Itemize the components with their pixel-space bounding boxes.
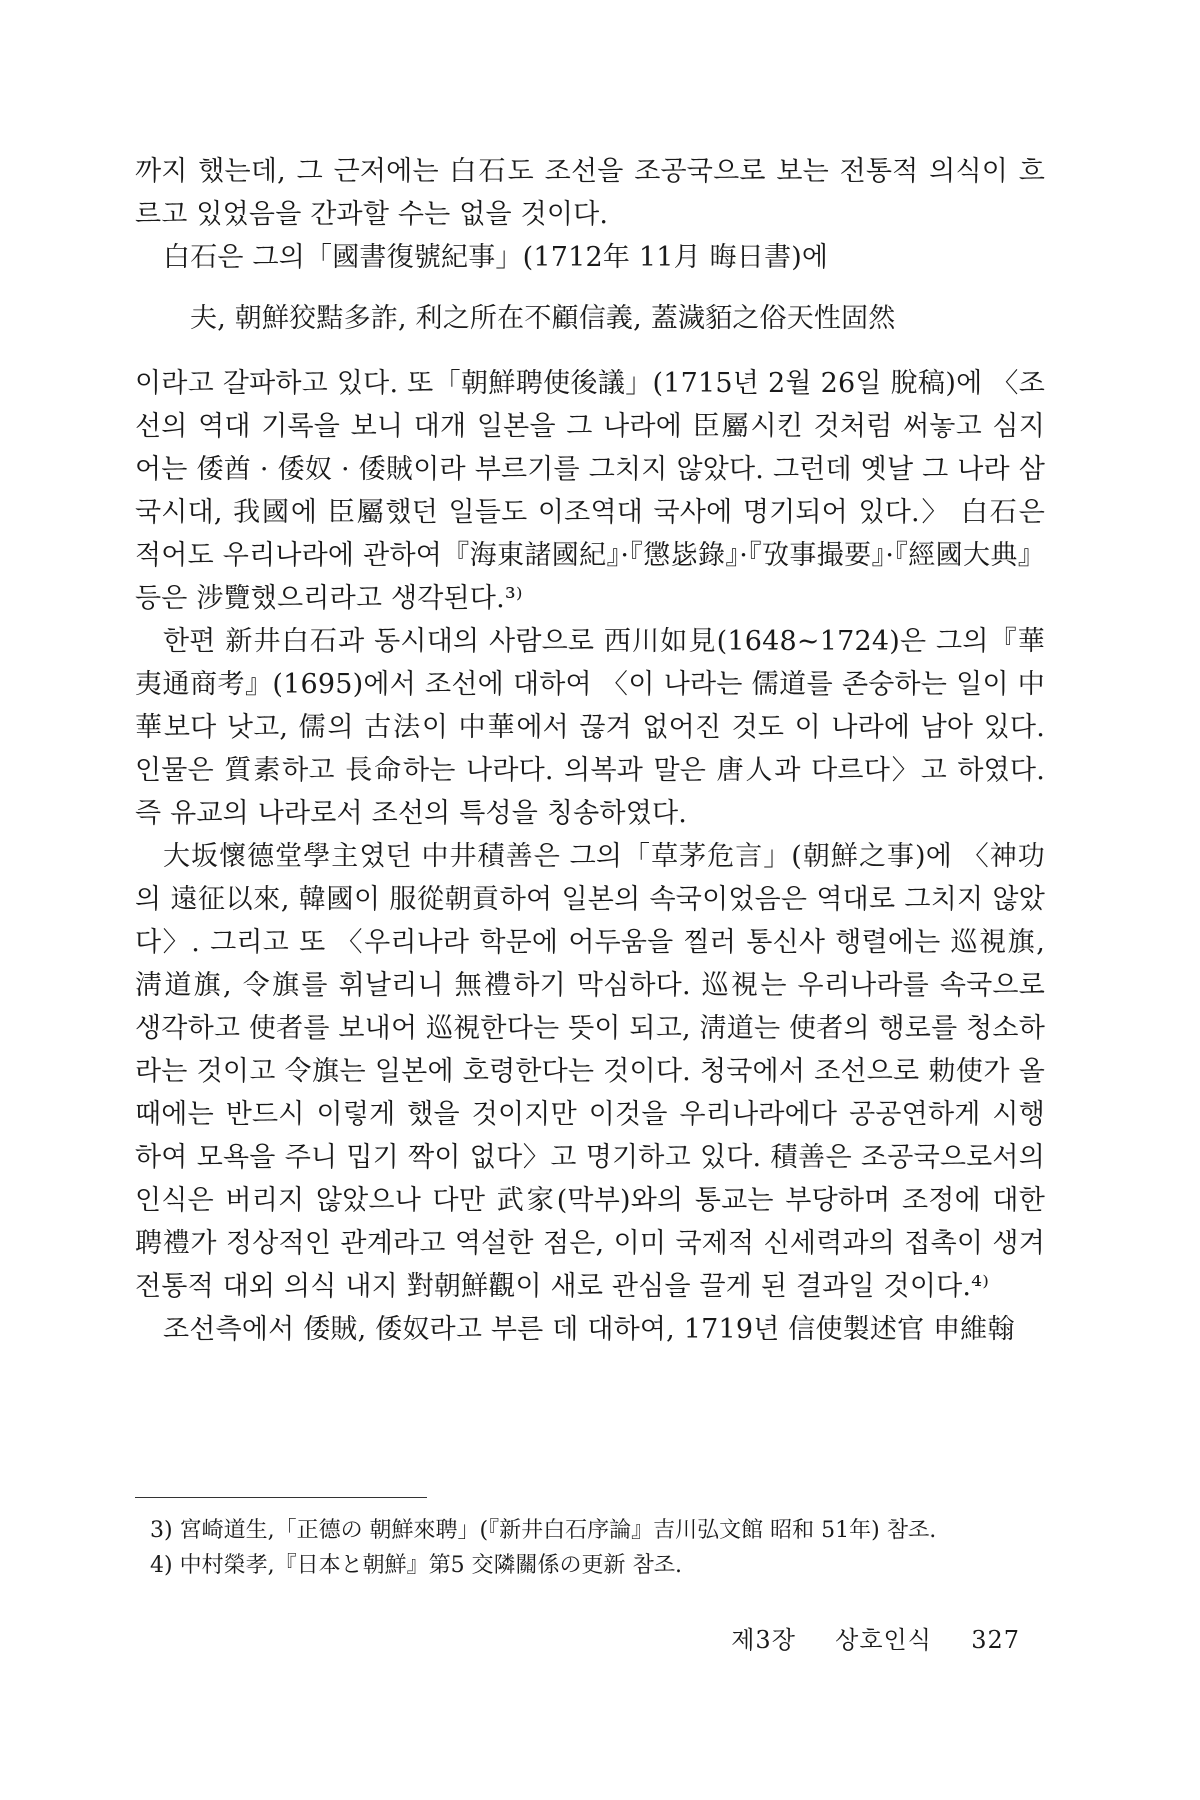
paragraph: 조선측에서 倭賊, 倭奴라고 부른 데 대하여, 1719년 信使製述官 申維翰: [163, 1314, 1015, 1345]
paragraph: 白石은 그의「國書復號紀事」(1712年 11月 晦日書)에: [163, 242, 829, 273]
page-number: 327: [971, 1626, 1020, 1654]
footnote-4: 4) 中村榮孝,『日本と朝鮮』第5 交隣關係の更新 참조.: [150, 1553, 683, 1578]
chapter-label: 제3장: [731, 1626, 796, 1654]
paragraph: 大坂懷德堂學主였던 中井積善은 그의「草茅危言」(朝鮮之事)에 〈神功의 遠征以來, 韓國이 服從朝貢하여 일본의 속국이었음은 역대로 그치지 않았다〉. 그리고 또 〈우리나라 학문에 어두움을 찔러 통신사 행렬에는 巡視旗, 淸道旗, 令旗를 휘날리니 無禮하기 막심하다. 巡視는 우리나라를 속국으로 생각하고 使者를 보내어 巡視한다는 뜻이 되고, 淸道는 使者의 행로를 청소하라는 것이고 令旗는 일본에 호령한다는 것이다. 청국에서 조선으로 勅使가 올때에는 반드시 이렇게 했을 것이지만 이것을 우리나라에다 공공연하게 시행하여 모욕을 주니 밉기 짝이 없다〉고 명기하고 있다. 積善은 조공국으로서의 인식은 버리지 않았으나 다만 武家(막부)와의 통교는 부당하며 조정에 대한 聘禮가 정상적인 관계라고 역설한 점은, 이미 국제적 신세력과의 접촉이 생겨 전통적 대외 의식 내지 對朝鮮觀이 새로 관심을 끌게 된 결과일 것이다.⁴⁾: [135, 841, 1045, 1302]
block-quote: 夫, 朝鮮狡黠多詐, 利之所在不顧信義, 蓋濊貊之俗天性固然: [190, 303, 896, 334]
page-footer: [730, 1620, 1020, 1655]
footnote-3: 3) 宮崎道生,「正德の 朝鮮來聘」(『新井白石序論』吉川弘文館 昭和 51年) 참조.: [150, 1518, 937, 1543]
paragraph: 이라고 갈파하고 있다. 또「朝鮮聘使後議」(1715년 2월 26일 脫稿)에 〈조선의 역대 기록을 보니 대개 일본을 그 나라에 臣屬시킨 것처럼 써놓고 심지어는 倭酋 · 倭奴 · 倭賊이라 부르기를 그치지 않았다. 그런데 옛날 그 나라 삼국시대, 我國에 臣屬했던 일들도 이조역대 국사에 명기되어 있다.〉 白石은 적어도 우리나라에 관하여『海東諸國紀』·『懲毖錄』·『攷事撮要』·『經國大典』등은 涉覽했으리라고 생각된다.³⁾: [135, 368, 1045, 614]
body-text: [135, 150, 1045, 1351]
footnotes: [150, 1513, 1050, 1583]
paragraph: 한편 新井白石과 동시대의 사람으로 西川如見(1648~1724)은 그의『華夷通商考』(1695)에서 조선에 대하여 〈이 나라는 儒道를 존숭하는 일이 中華보다 낫고, 儒의 古法이 中華에서 끊겨 없어진 것도 이 나라에 남아 있다. 인물은 質素하고 長命하는 나라다. 의복과 말은 唐人과 다르다〉고 하였다. 즉 유교의 나라로서 조선의 특성을 칭송하였다.: [135, 626, 1045, 829]
footnote-divider: [135, 1497, 427, 1498]
paragraph: 까지 했는데, 그 근저에는 白石도 조선을 조공국으로 보는 전통적 의식이 흐르고 있었음을 간과할 수는 없을 것이다.: [135, 156, 1045, 230]
chapter-title: 상호인식: [835, 1626, 932, 1654]
